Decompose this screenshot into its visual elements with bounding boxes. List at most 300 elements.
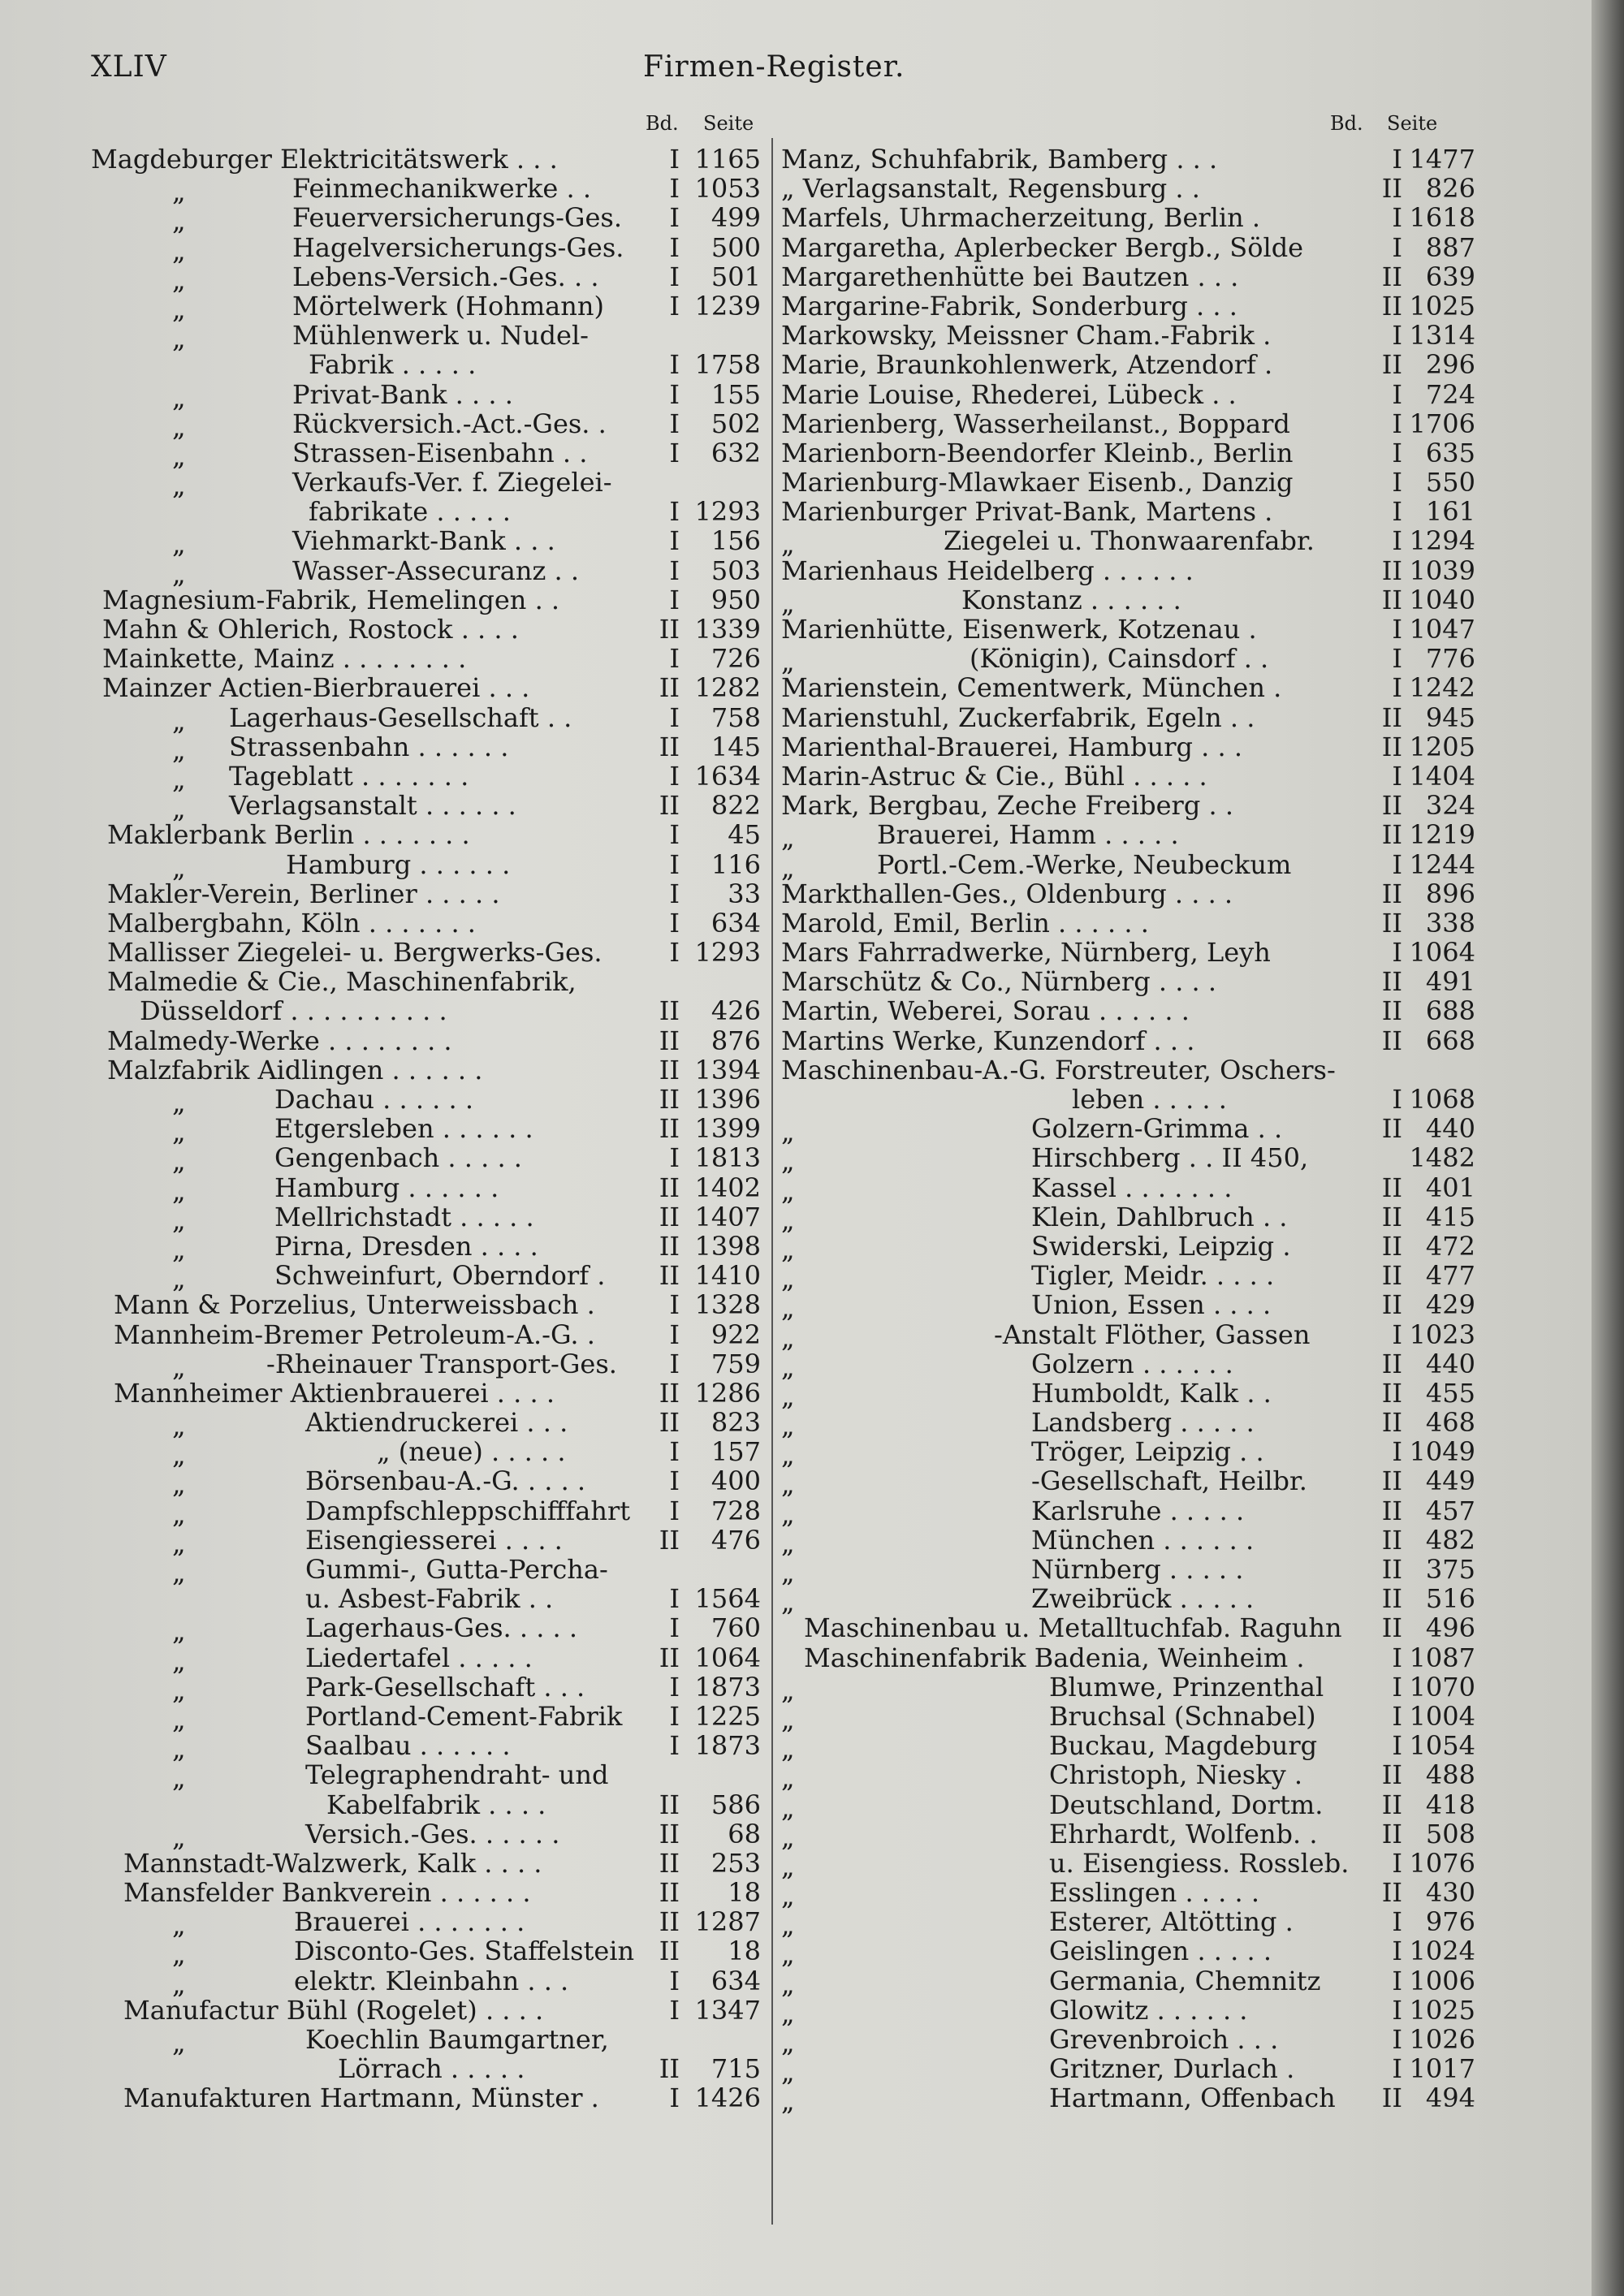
register-entry	[91, 1290, 762, 1319]
entry-page: 896	[1425, 878, 1475, 909]
ditto-mark: „	[172, 763, 186, 795]
entry-name: Dachau . . . . . .	[274, 1084, 474, 1115]
entry-page: 494	[1425, 2082, 1475, 2114]
register-entry	[91, 644, 762, 673]
register-entry	[781, 1643, 1479, 1672]
entry-name: Marie Louise, Rhederei, Lübeck . .	[781, 378, 1237, 410]
entry-volume: II	[1381, 1612, 1402, 1644]
entry-page: 1239	[694, 290, 761, 322]
ditto-mark: „	[781, 1380, 795, 1412]
register-entry	[91, 731, 762, 766]
entry-volume: II	[1381, 1554, 1402, 1585]
entry-page: 476	[710, 1524, 761, 1556]
entry-volume: II	[1381, 701, 1402, 733]
ditto-mark: „	[172, 293, 186, 325]
entry-volume: II	[1381, 584, 1402, 615]
ditto-mark: „	[781, 1939, 795, 1970]
entry-name: Mars Fahrradwerke, Nürnberg, Leyh	[781, 937, 1271, 969]
register-entry	[91, 467, 762, 502]
register-entry	[781, 615, 1479, 644]
entry-volume: I	[1392, 937, 1402, 969]
entry-volume: II	[659, 1025, 680, 1056]
entry-page: 1054	[1409, 1730, 1475, 1762]
entry-page: 976	[1425, 1906, 1475, 1938]
ditto-mark: „	[172, 323, 186, 355]
entry-name: Kabelfabrik . . . .	[326, 1789, 546, 1820]
entry-volume: II	[1381, 878, 1402, 909]
ditto-mark: „	[781, 1586, 795, 1618]
entry-volume: II	[1381, 1348, 1402, 1379]
entry-volume: I	[669, 878, 680, 909]
entry-page: 296	[1425, 349, 1475, 381]
entry-name: Markowsky, Meissner Cham.-Fabrik .	[781, 320, 1272, 352]
entry-name: Malmedy-Werke . . . . . . . .	[107, 1025, 452, 1056]
entry-name: Klein, Dahlbruch . .	[1031, 1201, 1288, 1232]
register-entry	[781, 1936, 1479, 1970]
entry-name: Hamburg . . . . . .	[286, 848, 511, 880]
register-entry	[91, 202, 762, 237]
entry-volume: I	[1392, 496, 1402, 528]
entry-volume: II	[1381, 1025, 1402, 1056]
entry-page: 496	[1425, 1612, 1475, 1644]
entry-volume: I	[669, 760, 680, 792]
register-entry	[781, 1847, 1479, 1882]
entry-name: Konstanz . . . . . .	[961, 584, 1181, 615]
register-entry	[781, 1172, 1479, 1206]
ditto-mark: „	[781, 822, 795, 854]
entry-name: Mallisser Ziegelei- u. Bergwerks-Ges.	[107, 937, 603, 969]
ditto-mark: „	[781, 1557, 795, 1588]
ditto-mark: „	[172, 1116, 186, 1148]
entry-volume: II	[1381, 1465, 1402, 1497]
register-entry	[781, 732, 1479, 762]
entry-volume: II	[659, 1201, 680, 1232]
entry-volume: II	[659, 1054, 680, 1085]
register-entry	[781, 1554, 1479, 1588]
ditto-mark: „	[172, 264, 186, 296]
entry-page: 324	[1425, 790, 1475, 822]
entry-page: 1242	[1409, 672, 1475, 704]
left-vol-header: Bd.	[646, 112, 679, 135]
register-entry	[91, 2054, 762, 2083]
ditto-mark: „	[172, 1763, 186, 1794]
entry-name: Rückversich.-Act.-Ges. .	[292, 408, 607, 439]
entry-name: Humboldt, Kalk . .	[1031, 1377, 1272, 1409]
entry-name: Grevenbroich . . .	[1049, 2024, 1279, 2055]
entry-page: 1339	[694, 614, 761, 645]
right-page-header: Seite	[1387, 112, 1438, 135]
entry-page: 18	[728, 1936, 761, 1967]
register-entry	[781, 2082, 1479, 2117]
register-entry	[91, 1700, 762, 1735]
register-entry	[91, 1671, 762, 1706]
entry-name: Lörrach . . . . .	[338, 2053, 525, 2085]
entry-name: (Königin), Cainsdorf . .	[970, 643, 1269, 675]
entry-page: 18	[728, 1877, 761, 1909]
entry-volume: I	[1392, 1671, 1402, 1703]
register-entry	[781, 1201, 1479, 1236]
entry-name: Martins Werke, Kunzendorf . . .	[781, 1025, 1195, 1056]
ditto-mark: „	[172, 2027, 186, 2058]
ditto-mark: „	[172, 1233, 186, 1265]
entry-volume: I	[1392, 1994, 1402, 2026]
entry-name: Union, Essen . . . .	[1031, 1289, 1272, 1321]
entry-page: 155	[710, 378, 761, 410]
register-entry	[781, 203, 1479, 232]
entry-page: 823	[710, 1407, 761, 1439]
register-entry	[781, 1613, 1479, 1642]
register-entry	[781, 1377, 1479, 1412]
register-entry	[91, 231, 762, 266]
entry-page: 375	[1425, 1554, 1475, 1585]
entry-name: Gummi-, Gutta-Percha-	[305, 1554, 608, 1585]
entry-name: Marschütz & Co., Nürnberg . . . .	[781, 966, 1217, 998]
register-entry	[781, 1113, 1479, 1148]
entry-page: 1482	[1409, 1142, 1475, 1174]
entry-volume: I	[669, 437, 680, 468]
entry-name: Telegraphendraht- und	[305, 1759, 609, 1791]
entry-name: Golzern . . . . . .	[1031, 1348, 1233, 1379]
entry-page: 688	[1425, 995, 1475, 1027]
page-edge-shadow	[1592, 0, 1624, 2296]
entry-name: Mellrichstadt . . . . .	[274, 1201, 534, 1232]
register-entry	[91, 1495, 762, 1530]
register-entry	[91, 1465, 762, 1500]
entry-volume: I	[1392, 848, 1402, 880]
ditto-mark: „	[781, 1293, 795, 1324]
entry-volume: II	[659, 1847, 680, 1879]
ditto-mark: „	[172, 1263, 186, 1295]
entry-volume: II	[1381, 1230, 1402, 1262]
ditto-mark: „	[172, 1557, 186, 1588]
entry-page: 1165	[694, 144, 761, 175]
entry-name: -Gesellschaft, Heilbr.	[1031, 1465, 1307, 1497]
ditto-mark: „	[172, 382, 186, 413]
ditto-mark: „	[781, 852, 795, 883]
entry-page: 1219	[1409, 819, 1475, 851]
entry-name: Privat-Bank . . . .	[292, 378, 513, 410]
entry-page: 1618	[1409, 202, 1475, 234]
entry-page: 501	[710, 261, 761, 292]
register-entry	[91, 1849, 762, 1878]
entry-name: Glowitz . . . . . .	[1049, 1994, 1248, 2026]
register-entry	[781, 1142, 1479, 1177]
entry-page: 1477	[1409, 144, 1475, 175]
entry-page: 116	[710, 848, 761, 880]
register-entry	[781, 848, 1479, 883]
entry-volume: I	[669, 848, 680, 880]
entry-volume: II	[1381, 555, 1402, 586]
register-entry	[781, 1818, 1479, 1853]
entry-page: 429	[1425, 1289, 1475, 1321]
register-entry	[781, 1260, 1479, 1295]
entry-volume: I	[1392, 672, 1402, 704]
register-entry	[91, 1936, 762, 1970]
entry-name: Markthallen-Ges., Oldenburg . . . .	[781, 878, 1233, 909]
register-entry	[781, 1583, 1479, 1618]
entry-volume: I	[669, 231, 680, 263]
entry-name: Brauerei, Hamm . . . . .	[877, 819, 1179, 851]
ditto-mark: „	[172, 1616, 186, 1647]
entry-page: 1205	[1409, 731, 1475, 762]
register-entry	[781, 1465, 1479, 1500]
entry-volume: I	[669, 701, 680, 733]
entry-page: 45	[728, 819, 761, 851]
ditto-mark: „	[172, 1498, 186, 1530]
ditto-mark: „	[172, 1439, 186, 1471]
entry-name: Mühlenwerk u. Nudel-	[292, 320, 589, 352]
entry-name: Liedertafel . . . . .	[305, 1642, 533, 1673]
entry-volume: II	[659, 1113, 680, 1145]
register-entry	[91, 790, 762, 825]
entry-name: Golzern-Grimma . .	[1031, 1113, 1283, 1145]
entry-name: „ (neue) . . . . .	[377, 1436, 566, 1468]
entry-name: Karlsruhe . . . . .	[1031, 1495, 1245, 1526]
register-entry	[91, 1965, 762, 2000]
ditto-mark: „	[172, 1469, 186, 1500]
register-entry	[91, 145, 762, 174]
register-entry	[781, 174, 1479, 203]
register-entry	[781, 1671, 1479, 1706]
entry-name: Gengenbach . . . . .	[274, 1142, 522, 1174]
entry-volume: II	[659, 1642, 680, 1673]
entry-page: 502	[710, 408, 761, 439]
entry-name: Martin, Weberei, Sorau . . . . . .	[781, 995, 1190, 1027]
register-entry	[781, 1055, 1479, 1085]
entry-volume: II	[659, 790, 680, 822]
entry-volume: I	[669, 1142, 680, 1174]
entry-volume: II	[659, 1906, 680, 1938]
register-entry	[91, 1407, 762, 1442]
register-entry	[91, 967, 762, 996]
entry-name: Mansfelder Bankverein . . . . . .	[123, 1877, 531, 1909]
register-entry	[781, 438, 1479, 468]
entry-volume: I	[669, 1495, 680, 1526]
entry-page: 156	[710, 525, 761, 557]
entry-name: Esterer, Altötting .	[1049, 1906, 1294, 1938]
entry-name: Maschinenbau-A.-G. Forstreuter, Oschers-	[781, 1054, 1336, 1085]
entry-page: 1049	[1409, 1436, 1475, 1468]
register-entry	[91, 1878, 762, 1907]
register-entry	[91, 615, 762, 644]
entry-volume: II	[659, 995, 680, 1027]
register-entry	[781, 879, 1479, 908]
entry-page: 1286	[694, 1377, 761, 1409]
entry-name: Marienborn-Beendorfer Kleinb., Berlin	[781, 437, 1294, 468]
entry-page: 1064	[694, 1642, 761, 1673]
entry-page: 1064	[1409, 937, 1475, 969]
entry-page: 157	[710, 1436, 761, 1468]
entry-page: 726	[710, 643, 761, 675]
entry-name: Marienburger Privat-Bank, Martens .	[781, 496, 1273, 528]
entry-name: Saalbau . . . . . .	[305, 1730, 511, 1762]
ditto-mark: „	[172, 734, 186, 766]
entry-page: 1426	[694, 2082, 761, 2114]
entry-volume: II	[659, 2053, 680, 2085]
entry-page: 491	[1425, 966, 1475, 998]
ditto-mark: „	[172, 1527, 186, 1559]
entry-page: 400	[710, 1465, 761, 1497]
ditto-mark: „	[781, 1763, 795, 1794]
entry-page: 1399	[694, 1113, 761, 1145]
register-entry	[781, 1230, 1479, 1265]
entry-volume: I	[1392, 467, 1402, 498]
register-entry	[781, 1730, 1479, 1765]
entry-name: Feinmechanikwerke . .	[292, 173, 591, 205]
entry-volume: II	[659, 672, 680, 704]
entry-page: 1076	[1409, 1847, 1475, 1879]
register-entry	[91, 673, 762, 702]
entry-volume: II	[1381, 290, 1402, 322]
entry-name: Swiderski, Leipzig .	[1031, 1230, 1291, 1262]
ditto-mark: „	[172, 235, 186, 266]
entry-page: 440	[1425, 1113, 1475, 1145]
register-entry	[781, 1289, 1479, 1324]
entry-volume: I	[669, 819, 680, 851]
ditto-mark: „	[781, 1351, 795, 1383]
entry-volume: II	[1381, 1377, 1402, 1409]
entry-volume: II	[1381, 2082, 1402, 2114]
entry-volume: I	[669, 261, 680, 292]
entry-page: 457	[1425, 1495, 1475, 1526]
entry-name: Fabrik . . . . .	[309, 349, 477, 381]
register-entry	[781, 967, 1479, 996]
entry-volume: I	[669, 349, 680, 381]
entry-name: Marienhaus Heidelberg . . . . . .	[781, 555, 1194, 586]
entry-page: 68	[728, 1818, 761, 1849]
entry-page: 418	[1425, 1789, 1475, 1820]
entry-page: 1407	[694, 1201, 761, 1232]
entry-page: 1293	[694, 937, 761, 969]
register-entry	[91, 408, 762, 442]
entry-page: 758	[710, 701, 761, 733]
entry-name: Schweinfurt, Oberndorf .	[274, 1260, 606, 1292]
entry-volume: II	[1381, 790, 1402, 822]
entry-page: 728	[710, 1495, 761, 1526]
entry-name: -Anstalt Flöther, Gassen	[994, 1318, 1311, 1350]
register-entry	[781, 1965, 1479, 2000]
entry-page: 1004	[1409, 1700, 1475, 1732]
entry-page: 1026	[1409, 2024, 1475, 2055]
page-title: Firmen-Register.	[643, 50, 905, 84]
entry-volume: II	[1381, 1201, 1402, 1232]
ditto-mark: „	[781, 2056, 795, 2088]
entry-volume: I	[669, 290, 680, 322]
entry-name: Maschinenbau u. Metalltuchfab. Raguhn	[804, 1612, 1342, 1644]
entry-name: u. Asbest-Fabrik . .	[305, 1583, 554, 1615]
ditto-mark: „	[781, 1792, 795, 1823]
register-entry	[781, 497, 1479, 526]
entry-page: 1328	[694, 1289, 761, 1321]
entry-name: Magdeburger Elektricitätswerk . . .	[91, 144, 558, 175]
entry-page: 1564	[694, 1583, 761, 1615]
entry-page: 634	[710, 907, 761, 939]
register-entry	[91, 908, 762, 938]
register-entry	[91, 1554, 762, 1588]
register-entry	[91, 1084, 762, 1118]
entry-name: Versich.-Ges. . . . . .	[305, 1818, 560, 1849]
register-entry	[91, 1026, 762, 1055]
entry-name: Buckau, Magdeburg	[1049, 1730, 1318, 1762]
entry-name: Marienstein, Cementwerk, München .	[781, 672, 1282, 704]
entry-page: 338	[1425, 907, 1475, 939]
register-entry	[91, 1906, 762, 1941]
register-entry	[781, 762, 1479, 791]
register-entry	[781, 1700, 1479, 1735]
entry-name: Margarethenhütte bei Bautzen . . .	[781, 261, 1239, 292]
entry-page: 1006	[1409, 1965, 1475, 1996]
ditto-mark: „	[172, 1703, 186, 1735]
entry-volume: I	[669, 1289, 680, 1321]
entry-volume: I	[669, 525, 680, 557]
entry-name: Mainzer Actien-Bierbrauerei . . .	[102, 672, 530, 704]
entry-volume: II	[1381, 1172, 1402, 1203]
entry-name: Malbergbahn, Köln . . . . . . .	[107, 907, 476, 939]
register-entry	[781, 556, 1479, 585]
entry-volume: II	[1381, 1289, 1402, 1321]
entry-name: Düsseldorf . . . . . . . . . .	[140, 995, 447, 1027]
entry-name: Marienburg-Mlawkaer Eisenb., Danzig	[781, 467, 1294, 498]
entry-page: 668	[1425, 1025, 1475, 1056]
entry-name: Marienberg, Wasserheilanst., Boppard	[781, 408, 1290, 439]
ditto-mark: „	[781, 587, 795, 619]
entry-page: 449	[1425, 1465, 1475, 1497]
entry-page: 1398	[694, 1230, 761, 1262]
entry-page: 634	[710, 1965, 761, 1996]
register-entry	[781, 525, 1479, 560]
entry-volume: I	[1392, 1084, 1402, 1115]
entry-volume: II	[1381, 261, 1402, 292]
entry-name: Mann & Porzelius, Unterweissbach .	[114, 1289, 595, 1321]
entry-name: Maschinenfabrik Badenia, Weinheim .	[804, 1642, 1305, 1673]
register-entry	[781, 468, 1479, 497]
register-entry	[91, 350, 762, 379]
register-entry	[91, 1790, 762, 1819]
register-entry	[91, 1348, 762, 1383]
register-entry	[781, 2053, 1479, 2088]
entry-volume: I	[669, 378, 680, 410]
register-entry	[781, 145, 1479, 174]
entry-name: Ehrhardt, Wolfenb. .	[1049, 1818, 1318, 1849]
entry-page: 508	[1425, 1818, 1475, 1849]
entry-name: Makler-Verein, Berliner . . . . .	[107, 878, 500, 909]
register-entry	[781, 350, 1479, 379]
register-entry	[781, 1524, 1479, 1559]
entry-name: Ziegelei u. Thonwaarenfabr.	[944, 525, 1315, 557]
entry-name: Tigler, Meidr. . . . .	[1031, 1260, 1275, 1292]
entry-volume: II	[1381, 907, 1402, 939]
entry-page: 1347	[694, 1994, 761, 2026]
entry-volume: I	[1392, 1436, 1402, 1468]
ditto-mark: „	[781, 1968, 795, 2000]
entry-page: 253	[710, 1847, 761, 1879]
ditto-mark: „	[781, 1233, 795, 1265]
entry-volume: II	[1381, 1495, 1402, 1526]
entry-name: Mahn & Ohlerich, Rostock . . . .	[102, 614, 519, 645]
entry-page: 822	[710, 790, 761, 822]
entry-page: 639	[1425, 261, 1475, 292]
entry-name: Manufactur Bühl (Rogelet) . . . .	[123, 1994, 544, 2026]
entry-volume: II	[659, 1172, 680, 1203]
entry-name: Landsberg . . . . .	[1031, 1407, 1255, 1439]
register-entry	[91, 1201, 762, 1236]
register-entry	[91, 261, 762, 296]
entry-page: 415	[1425, 1201, 1475, 1232]
entry-name: Christoph, Niesky .	[1049, 1759, 1303, 1791]
entry-name: „ Verlagsanstalt, Regensburg . .	[781, 173, 1200, 205]
register-entry	[91, 1142, 762, 1177]
entry-page: 1873	[694, 1671, 761, 1703]
